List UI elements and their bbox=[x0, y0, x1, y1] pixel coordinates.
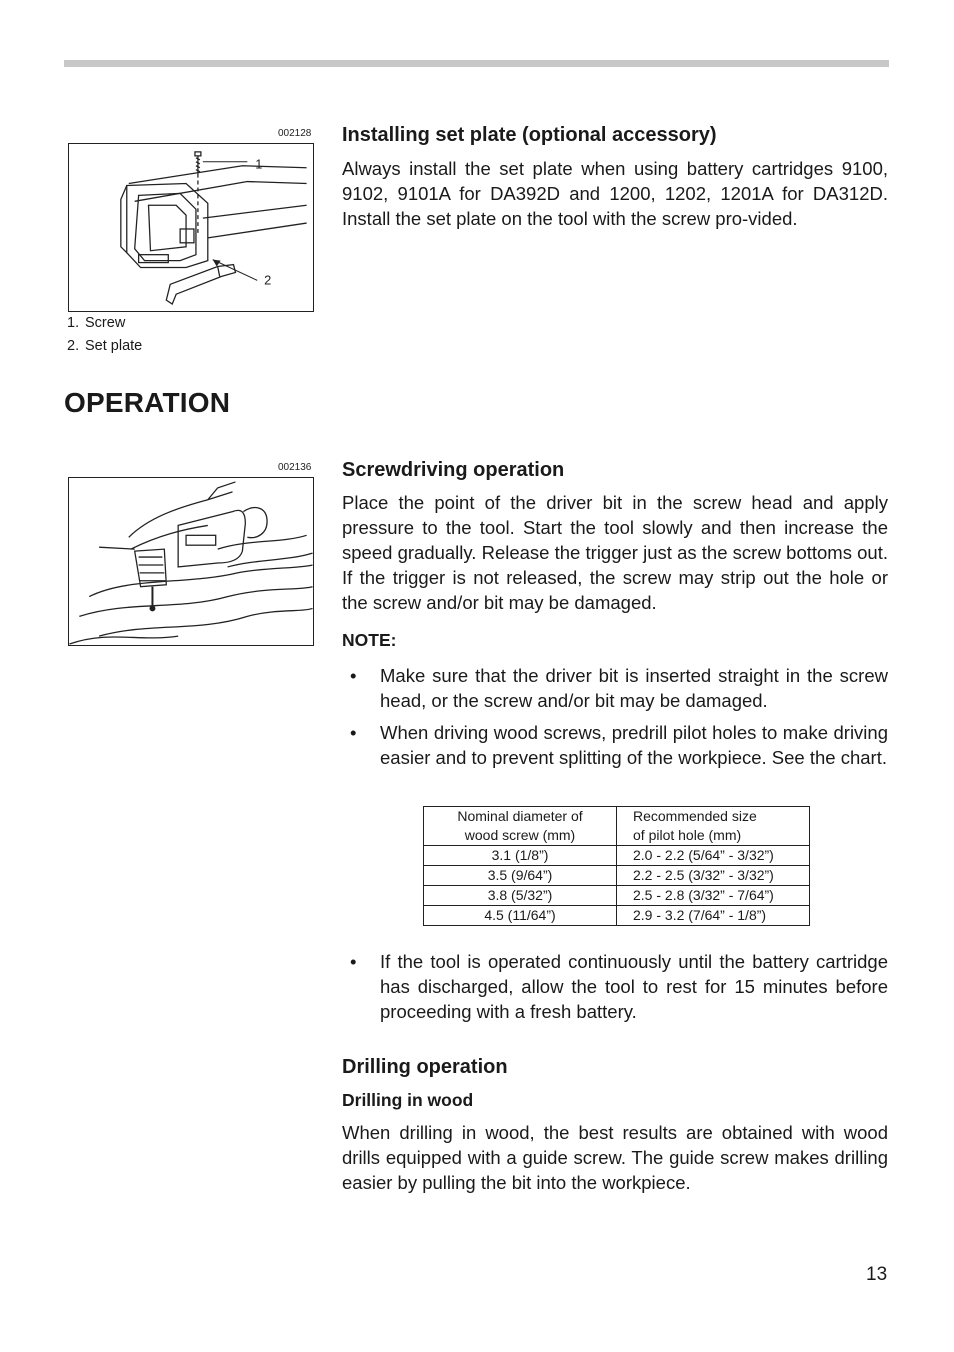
battery-note bbox=[342, 949, 888, 1024]
table-row: 4.5 (11/64”) 2.9 - 3.2 (7/64” - 1/8”) bbox=[424, 906, 810, 926]
page-number: 13 bbox=[866, 1264, 888, 1285]
note-title: NOTE: bbox=[342, 630, 397, 650]
screwdriving-body: Place the point of the driver bit in the screw head and apply pressure to the tool. Start the tool slowly and then increase the speed gradually. Release the trigger just as the screw bottoms out. If the trigger is not released, the screw may strip out the hole or the screw and/or bit may be damaged. bbox=[342, 492, 888, 613]
note-list bbox=[342, 663, 888, 770]
callout-2: 2 bbox=[264, 272, 272, 288]
drilling-body: When drilling in wood, the best results are obtained with wood drills equipped with a guide screw. The guide screw makes drilling easier by pulling the bit into the workpiece. bbox=[342, 1122, 888, 1193]
header-recommended-size: Recommended size of pilot hole (mm) bbox=[617, 807, 810, 846]
note-item: • When driving wood screws, predrill pilot holes to make driving easier and to prevent splitting of the workpiece. See the chart. bbox=[350, 722, 888, 768]
battery-note-list bbox=[342, 949, 888, 1024]
installing-heading: Installing set plate (optional accessory) bbox=[342, 124, 717, 146]
table-row: 3.8 (5/32”) 2.5 - 2.8 (3/32” - 7/64”) bbox=[424, 886, 810, 906]
legend-screw: 1. Screw bbox=[67, 315, 126, 331]
set-plate-illustration bbox=[68, 143, 314, 312]
screwdriving-heading: Screwdriving operation bbox=[342, 459, 565, 481]
screwdriving-illustration bbox=[68, 477, 314, 646]
figure-code-screwdriving: 002136 bbox=[278, 462, 312, 473]
section-title: OPERATION bbox=[64, 387, 231, 418]
note-item: • If the tool is operated continuously until the battery cartridge has discharged, allow the tool to rest for 15 minutes before proceeding with a fresh battery. bbox=[350, 951, 888, 1022]
table-header-row bbox=[424, 807, 810, 846]
table-row: 3.1 (1/8”) 2.0 - 2.2 (5/64” - 3/32”) bbox=[424, 846, 810, 866]
callout-1: 1 bbox=[255, 156, 263, 172]
installing-body: Always install the set plate when using battery cartridges 9100, 9102, 9101A for DA392D and 1200, 1202, 1201A for DA312D. Install the set plate on the tool with the screw pro-vided. bbox=[342, 158, 888, 229]
figure-code-set-plate: 002128 bbox=[278, 128, 312, 139]
table-row: 3.5 (9/64”) 2.2 - 2.5 (3/32” - 3/32”) bbox=[424, 866, 810, 886]
header-nominal-diameter: Nominal diameter of wood screw (mm) bbox=[424, 807, 617, 846]
drilling-heading: Drilling operation bbox=[342, 1056, 508, 1078]
drilling-subheading: Drilling in wood bbox=[342, 1090, 474, 1110]
note-item: • Make sure that the driver bit is inserted straight in the screw head, or the screw and/or bit may be damaged. bbox=[350, 665, 888, 711]
top-rule bbox=[64, 60, 889, 67]
pilot-hole-table bbox=[423, 806, 810, 926]
drilling-section bbox=[342, 1054, 888, 1195]
legend-set-plate: 2. Set plate bbox=[67, 338, 143, 354]
screwdriving-drawing bbox=[69, 478, 313, 645]
set-plate-drawing bbox=[69, 144, 313, 311]
installing-section bbox=[342, 122, 888, 231]
screwdriving-section bbox=[342, 457, 888, 770]
